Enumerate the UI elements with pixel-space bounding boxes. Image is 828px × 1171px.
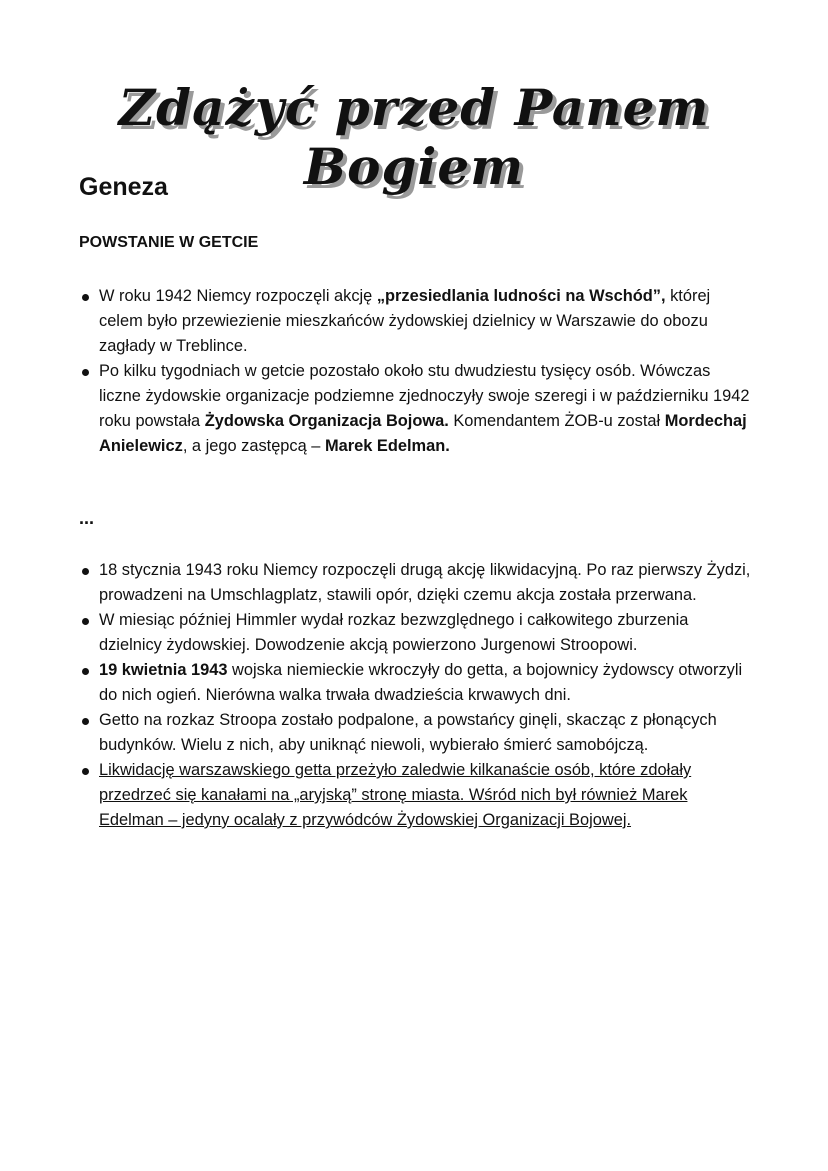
list-item xyxy=(79,658,751,708)
document-title: Zdążyć przed Panem Bogiem xyxy=(118,78,710,196)
text: Getto na rozkaz Stroopa zostało podpalone, a powstańcy ginęli, skacząc z płonących budynków. Wielu z nich, aby uniknąć niewoli, wybierało śmierć samobójczą. xyxy=(99,711,717,754)
bold-text: Marek Edelman. xyxy=(324,437,450,455)
bold-text: Mordechaj Anielewicz xyxy=(99,412,747,455)
bullet-list-1 xyxy=(79,284,751,459)
underlined-text: Likwidację warszawskiego getta przeżyło zaledwie kilkanaście osób, które zdołały przedrzeć się kanałami na „aryjską” stronę miasta. Wśród nich był również Marek Edelman – jedyny ocalały z przywódców Żydowskiej Organizacji Bojowej. xyxy=(99,761,692,829)
text: , a jego zastępcą – xyxy=(182,437,325,455)
list-item xyxy=(79,708,751,758)
list-item xyxy=(79,558,751,608)
bold-text: „przesiedlania ludności na Wschód”, xyxy=(376,287,666,305)
list-item xyxy=(79,284,751,359)
text: W miesiąc później Himmler wydał rozkaz bezwzględnego i całkowitego zburzenia dzielnicy żydowskiej. Dowodzenie akcją powierzono Jurgenowi Stroopowi. xyxy=(99,611,689,654)
bold-text: 19 kwietnia 1943 xyxy=(99,661,228,679)
subsection-heading: POWSTANIE W GETCIE xyxy=(79,234,259,251)
text: której celem było przewiezienie mieszkańców żydowskiej dzielnicy w Warszawie do obozu zagłady w Treblince. xyxy=(99,287,711,355)
text: 18 stycznia 1943 roku Niemcy rozpoczęli drugą akcję likwidacyjną. Po raz pierwszy Żydzi, prowadzeni na Umschlagplatz, stawili opór, dzięki czemu akcja została przerwana. xyxy=(99,561,751,604)
list-item xyxy=(79,608,751,658)
bullet-list-2 xyxy=(79,558,751,833)
ellipsis: ... xyxy=(79,508,95,528)
list-item xyxy=(79,758,751,833)
bold-text: Żydowska Organizacja Bojowa. xyxy=(204,412,449,430)
text: W roku 1942 Niemcy rozpoczęli akcję xyxy=(99,287,377,305)
text: Komendantem ŻOB-u został xyxy=(448,412,665,430)
section-heading: Geneza xyxy=(79,173,168,201)
text: Po kilku tygodniach w getcie pozostało około stu dwudziestu tysięcy osób. Wówczas liczne żydowskie organizacje podziemne zjednoczyły swoje szeregi i w październiku 1942 roku powstała xyxy=(99,362,750,430)
text: wojska niemieckie wkroczyły do getta, a bojownicy żydowscy otworzyli do nich ogień. Nierówna walka trwała dwadzieścia krwawych dni. xyxy=(99,661,743,704)
list-item xyxy=(79,359,751,459)
